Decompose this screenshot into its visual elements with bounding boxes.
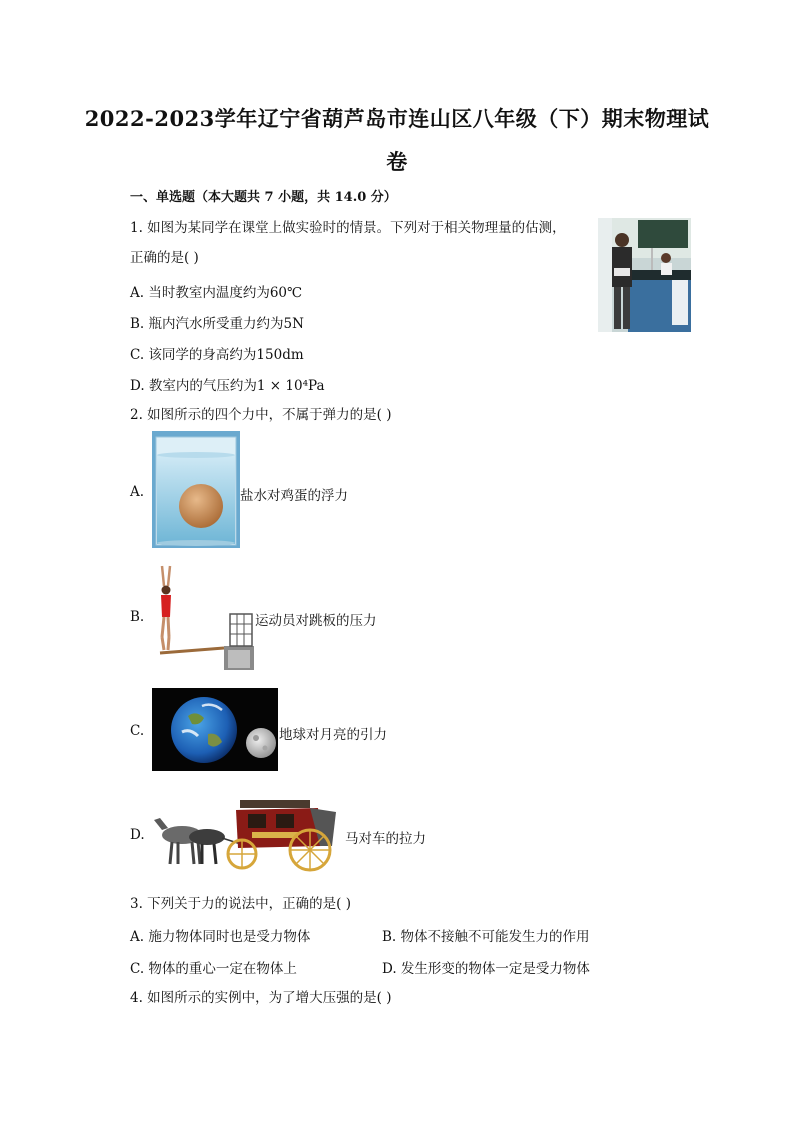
horse-carriage-image <box>152 790 344 875</box>
q4-stem: 4. 如图所示的实例中，为了增大压强的是( ) <box>130 990 392 1006</box>
q1-option-c: C. 该同学的身高约为150dm <box>130 347 304 363</box>
q2-option-c-text: 地球对月亮的引力 <box>279 727 387 743</box>
q1-stem-line2: 正确的是( ) <box>130 250 199 266</box>
page-title: 2022-2023学年辽宁省葫芦岛市连山区八年级（下）期末物理试 <box>84 106 710 131</box>
egg-in-saltwater-image <box>152 431 240 548</box>
q2-option-b-letter: B. <box>130 609 145 625</box>
q2-option-a-letter: A. <box>130 484 145 500</box>
page-title-continued: 卷 <box>386 149 408 174</box>
earth-moon-image <box>152 688 278 771</box>
q2-option-a-text: 盐水对鸡蛋的浮力 <box>240 488 348 504</box>
q3-option-b: B. 物体不接触不可能发生力的作用 <box>382 929 590 945</box>
q2-option-c-letter: C. <box>130 723 145 739</box>
classroom-experiment-photo <box>598 218 691 332</box>
q3-option-a: A. 施力物体同时也是受力物体 <box>130 929 311 945</box>
q1-option-a: A. 当时教室内温度约为60℃ <box>130 285 303 301</box>
diver-springboard-image <box>152 562 255 670</box>
section-heading: 一、单选题（本大题共 7 小题，共 14.0 分） <box>130 190 397 205</box>
q3-stem: 3. 下列关于力的说法中，正确的是( ) <box>130 896 351 912</box>
q2-option-d-text: 马对车的拉力 <box>345 831 426 847</box>
q2-option-d-letter: D. <box>130 827 145 843</box>
q1-option-d: D. 教室内的气压约为1 × 10⁴Pa <box>130 378 325 394</box>
q2-stem: 2. 如图所示的四个力中，不属于弹力的是( ) <box>130 407 392 423</box>
q3-option-d: D. 发生形变的物体一定是受力物体 <box>382 961 590 977</box>
q1-option-b: B. 瓶内汽水所受重力约为5N <box>130 316 304 332</box>
q2-option-b-text: 运动员对跳板的压力 <box>255 613 377 629</box>
q3-option-c: C. 物体的重心一定在物体上 <box>130 961 297 977</box>
q1-stem-line1: 1. 如图为某同学在课堂上做实验时的情景。下列对于相关物理量的估测， <box>130 220 566 236</box>
